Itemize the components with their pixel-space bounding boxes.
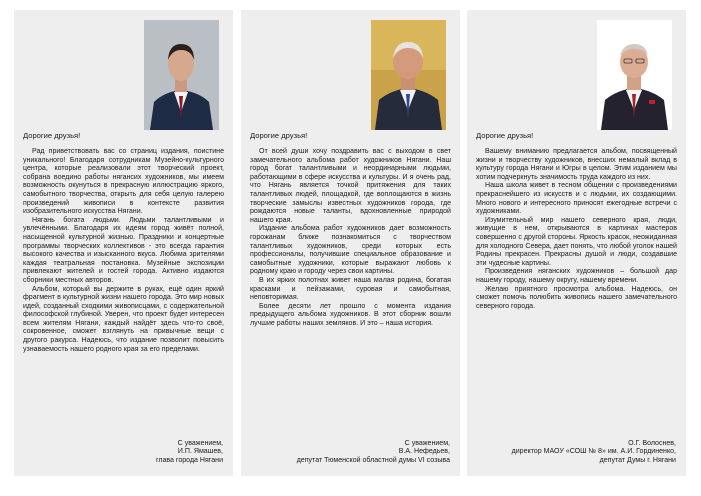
portrait-photo-2 [371, 20, 446, 130]
portrait-photo-1 [144, 20, 219, 130]
signature-name: О.Г. Волоснев, [628, 439, 676, 447]
signature-title: глава города Нягани [155, 457, 223, 465]
signature-block [156, 440, 223, 466]
paragraph: Нягань богата людьми. Людьми талантливыми и увлечёнными. Благодаря их идеям город живёт полной, насыщенной культурной жизнью. Праздники и концертные программы творческих коллективов - это всегда гарантия высокого качества и изысканного вкуса. Любима зрителями каждая театральная постановка. Музейные экспозиции привлекают жителей и гостей города. Активно издаются сборники местных авторов. [23, 216, 224, 284]
signature-block [512, 440, 676, 466]
portrait-image [597, 20, 672, 130]
signature-name: И.П. Ямашев, [177, 448, 223, 456]
signature-title: депутат Думы г. Нягани [599, 457, 676, 465]
signature-title: директор МАОУ «СОШ № 8» им. А.И. Гординенко, [511, 448, 676, 456]
paragraph: Произведения няганских художников – большой дар нашему городу, нашему округу, нашему времени. [476, 268, 677, 284]
paragraph: Более десяти лет прошло с момента издания предыдущего альбома художников. В этот сборник вошли лучшие работы наших земляков. И это – наша история. [250, 302, 451, 327]
paragraph: Рад приветствовать вас со страниц издания, поистине уникального! Благодаря сотрудникам Музейно-культурного центра, которые реализовали этот творческий проект, собрана воедино работы нягансих художников, мы имеем возможность окунуться в прекрасную иллюстрацию яркого, самобытного творчества, открыть для себя целую галерею произведений живописи в контексте развития изобразительного искусства Нягани. [23, 148, 224, 216]
paragraph: Издание альбома работ художников дает возможность горожанам ближе познакомиться с творчеством талантливых художников, среди которых есть профессионалы, получившие специальное образование и самобытные художники, которые выражают любовь к родному краю и городу через свои картины. [250, 225, 451, 276]
greeting: Дорогие друзья! [476, 131, 534, 140]
column-1 [14, 10, 233, 476]
paragraph: Наша школа живет в тесном общении с произведениями прекраснейшего из искусств и с людьми, их создающими. Много нового и интересного приносят ежегодные встречи с художниками. [476, 182, 677, 216]
letter-body [476, 148, 677, 311]
portrait-image [371, 20, 446, 130]
paragraph: Желаю приятного просмотра альбома. Надеюсь, он сможет помочь полюбить живопись нашего замечательного северного города. [476, 285, 677, 310]
signature-line: С уважением, [404, 439, 450, 447]
signature-line: С уважением, [177, 439, 223, 447]
paragraph: Альбом, который вы держите в руках, ещё один яркий фрагмент в культурной жизни нашего города. Это мир новых идей, созданный сходкими живописцами, с содержательной философской глубиной. Уверен, что проект будет интересен всем жителям Нягани, каждый найдёт здесь что-то своё, сокровенное, сможет взглянуть на привычные вещи с другого ракурса. Надеюсь, что издание позволит повысить узнаваемость нашего родного края за его пределами. [23, 285, 224, 353]
signature-name: В.А. Нефедьев, [398, 448, 450, 456]
signature-title: депутат Тюменской областной думы VI созыва [296, 457, 450, 465]
paragraph: В их ярких полотнах живет наша малая родина, богатая красками и пейзажами, суровая и самобытная, неповторимая. [250, 276, 451, 302]
column-3 [467, 10, 686, 476]
paragraph: От всей души хочу поздравить вас с выходом в свет замечательного альбома работ художников Нягани. Наш город богат талантливыми и неординарными людьми, работающими в сфере искусства и культуры. И я очень рад, что Нягань является точкой притяжения для таких талантливых людей, площадкой, где воплощаются в жизнь творческие замыслы известных художников города, где рождаются новые таланты, вдохновленные природой нашего края. [250, 148, 451, 224]
greeting: Дорогие друзья! [250, 131, 308, 140]
signature-block [297, 440, 450, 466]
column-2 [241, 10, 460, 476]
greeting: Дорогие друзья! [23, 131, 81, 140]
portrait-photo-3 [597, 20, 672, 130]
paragraph: Изумительный мир нашего северного края, люди, живущие в нем, открываются в картинах мастеров совершенно с другой стороны. Яркость красок, неожиданная для холодного Севера, дает понять, что любой уголок нашей Родины прекрасен. Прекрасны душой и люди, создавшие эти чудесные картины. [476, 216, 677, 267]
letter-body [250, 148, 451, 328]
letter-body [23, 148, 224, 354]
paragraph: Вашему вниманию предлагается альбом, посвященный жизни и творчеству художников, внесших немалый вклад в культуру города Нягани и Югры в целом. Этим изданием мы хотим подчеркнуть значимость труда каждого из них. [476, 148, 677, 181]
portrait-image [144, 20, 219, 130]
